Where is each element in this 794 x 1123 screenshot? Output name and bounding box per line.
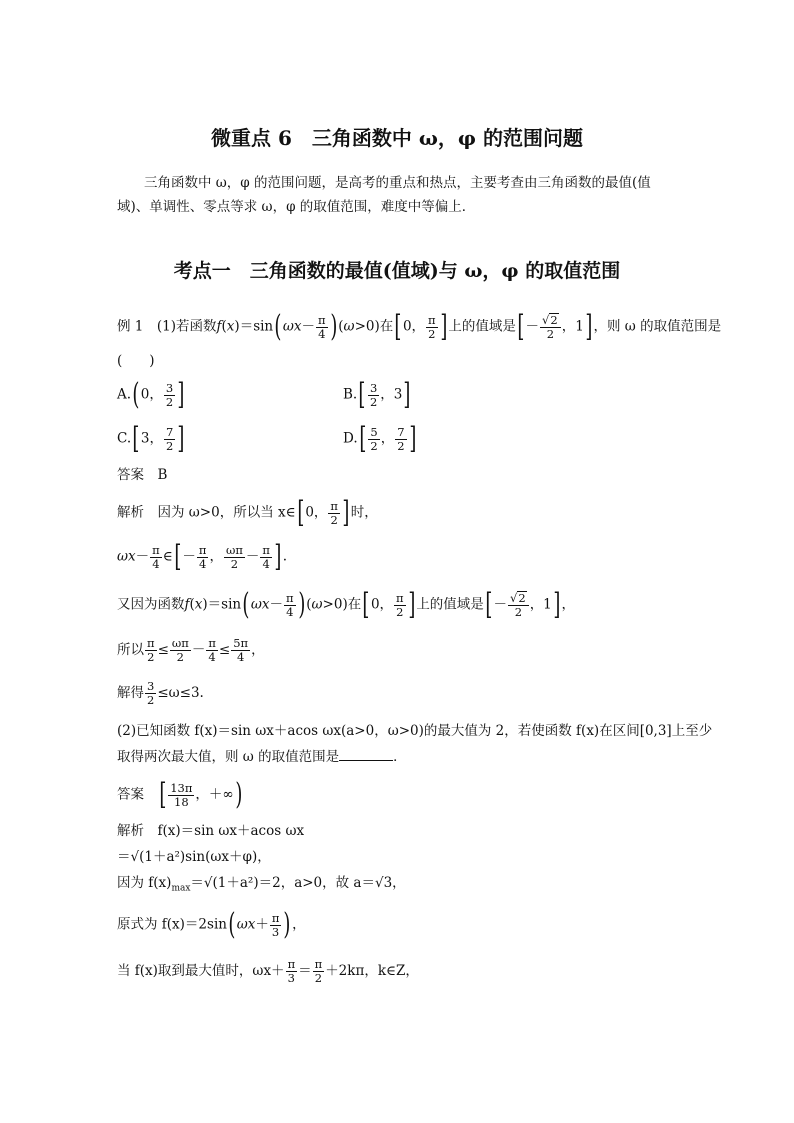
option-a: A.(0， $\frac{3}{2}$ ]	[117, 377, 185, 412]
example-1-stem: 例 1 (1)若函数f(x)＝sin(ωx－ $\frac{\pi}{4}$ )(ω>0)在[0， $\frac{\pi}{2}$ ]上的值域是[－ $\frac{√2}{2}$ ，1]，则 ω 的取值范围是	[117, 309, 722, 344]
example-2-analysis-line-1: 解析 f(x)＝sin ωx＋acos ωx	[117, 823, 305, 839]
answer-blank	[339, 748, 393, 761]
example-1-analysis-line-5: 解得 $\frac{3}{2}$ ≤ω≤3.	[117, 679, 204, 707]
example-1-analysis-line-4: 所以 $\frac{\pi}{2}$ ≤ $\frac{\omega\pi}{2}$ － $\frac{\pi}{4}$ ≤ $\frac{5\pi}{4}$ ，	[117, 636, 265, 664]
example-2-stem-line-2: 取得两次最大值，则 ω 的取值范围是 ．	[117, 749, 407, 765]
example-2-answer: 答案 [ $\frac{13\pi}{18}$ ，＋∞)	[117, 777, 243, 812]
option-d: D.[ $\frac{5}{2}$ ， $\frac{7}{2}$ ]	[343, 421, 416, 456]
example-2-analysis-line-3: 因为 $f(x)_{max}=√(1+a^2)=2$，a>0，故 a＝√3，	[117, 875, 406, 894]
section-heading: 考点一 三角函数的最值(值域)与 ω，φ 的取值范围	[173, 260, 621, 282]
example-2-analysis-line-2: ＝√(1＋a²)sin(ωx＋φ)，	[117, 849, 271, 865]
example-1-answer: 答案 B	[117, 467, 168, 483]
page-title: 微重点 6 三角函数中 ω，φ 的范围问题	[211, 126, 583, 150]
option-b: B.[ $\frac{3}{2}$ ，3]	[343, 377, 411, 412]
example-1-paren: ( )	[117, 353, 155, 369]
intro-paragraph: 三角函数中 ω，φ 的范围问题，是高考的重点和热点，主要考查由三角函数的最值(值域)、单调性、零点等求 ω，φ 的取值范围，难度中等偏上．	[117, 175, 651, 215]
example-2-analysis-line-4: 原式为 f(x)＝2sin(ωx＋ $\frac{\pi}{3}$ )，	[117, 907, 306, 942]
example-2-analysis-line-5: 当 f(x)取到最大值时，ωx＋ $\frac{\pi}{3}$ ＝ $\frac{\pi}{2}$ ＋2kπ，k∈Z，	[117, 957, 419, 985]
example-1-analysis-line-3: 又因为函数f(x)＝sin(ωx－ $\frac{\pi}{4}$ )(ω>0)在[0， $\frac{\pi}{2}$ ]上的值域是[－ $\frac{√2}{2}$ ，1]，	[117, 587, 575, 622]
example-2-stem-line-1: (2)已知函数 f(x)＝sin ωx＋acos ωx(a>0，ω>0)的最大值为 2，若使函数 f(x)在区间[0,3]上至少	[117, 723, 713, 739]
example-1-analysis-line-2: ωx－ $\frac{\pi}{4}$ ∈[－ $\frac{\pi}{4}$ ， $\frac{\omega\pi}{2}$ － $\frac{\pi}{4}$ ].	[117, 539, 287, 574]
option-c: C.[3， $\frac{7}{2}$ ]	[117, 421, 185, 456]
example-1-analysis-line-1: 解析 因为 ω>0，所以当 x∈[0， $\frac{\pi}{2}$ ]时，	[117, 495, 378, 530]
